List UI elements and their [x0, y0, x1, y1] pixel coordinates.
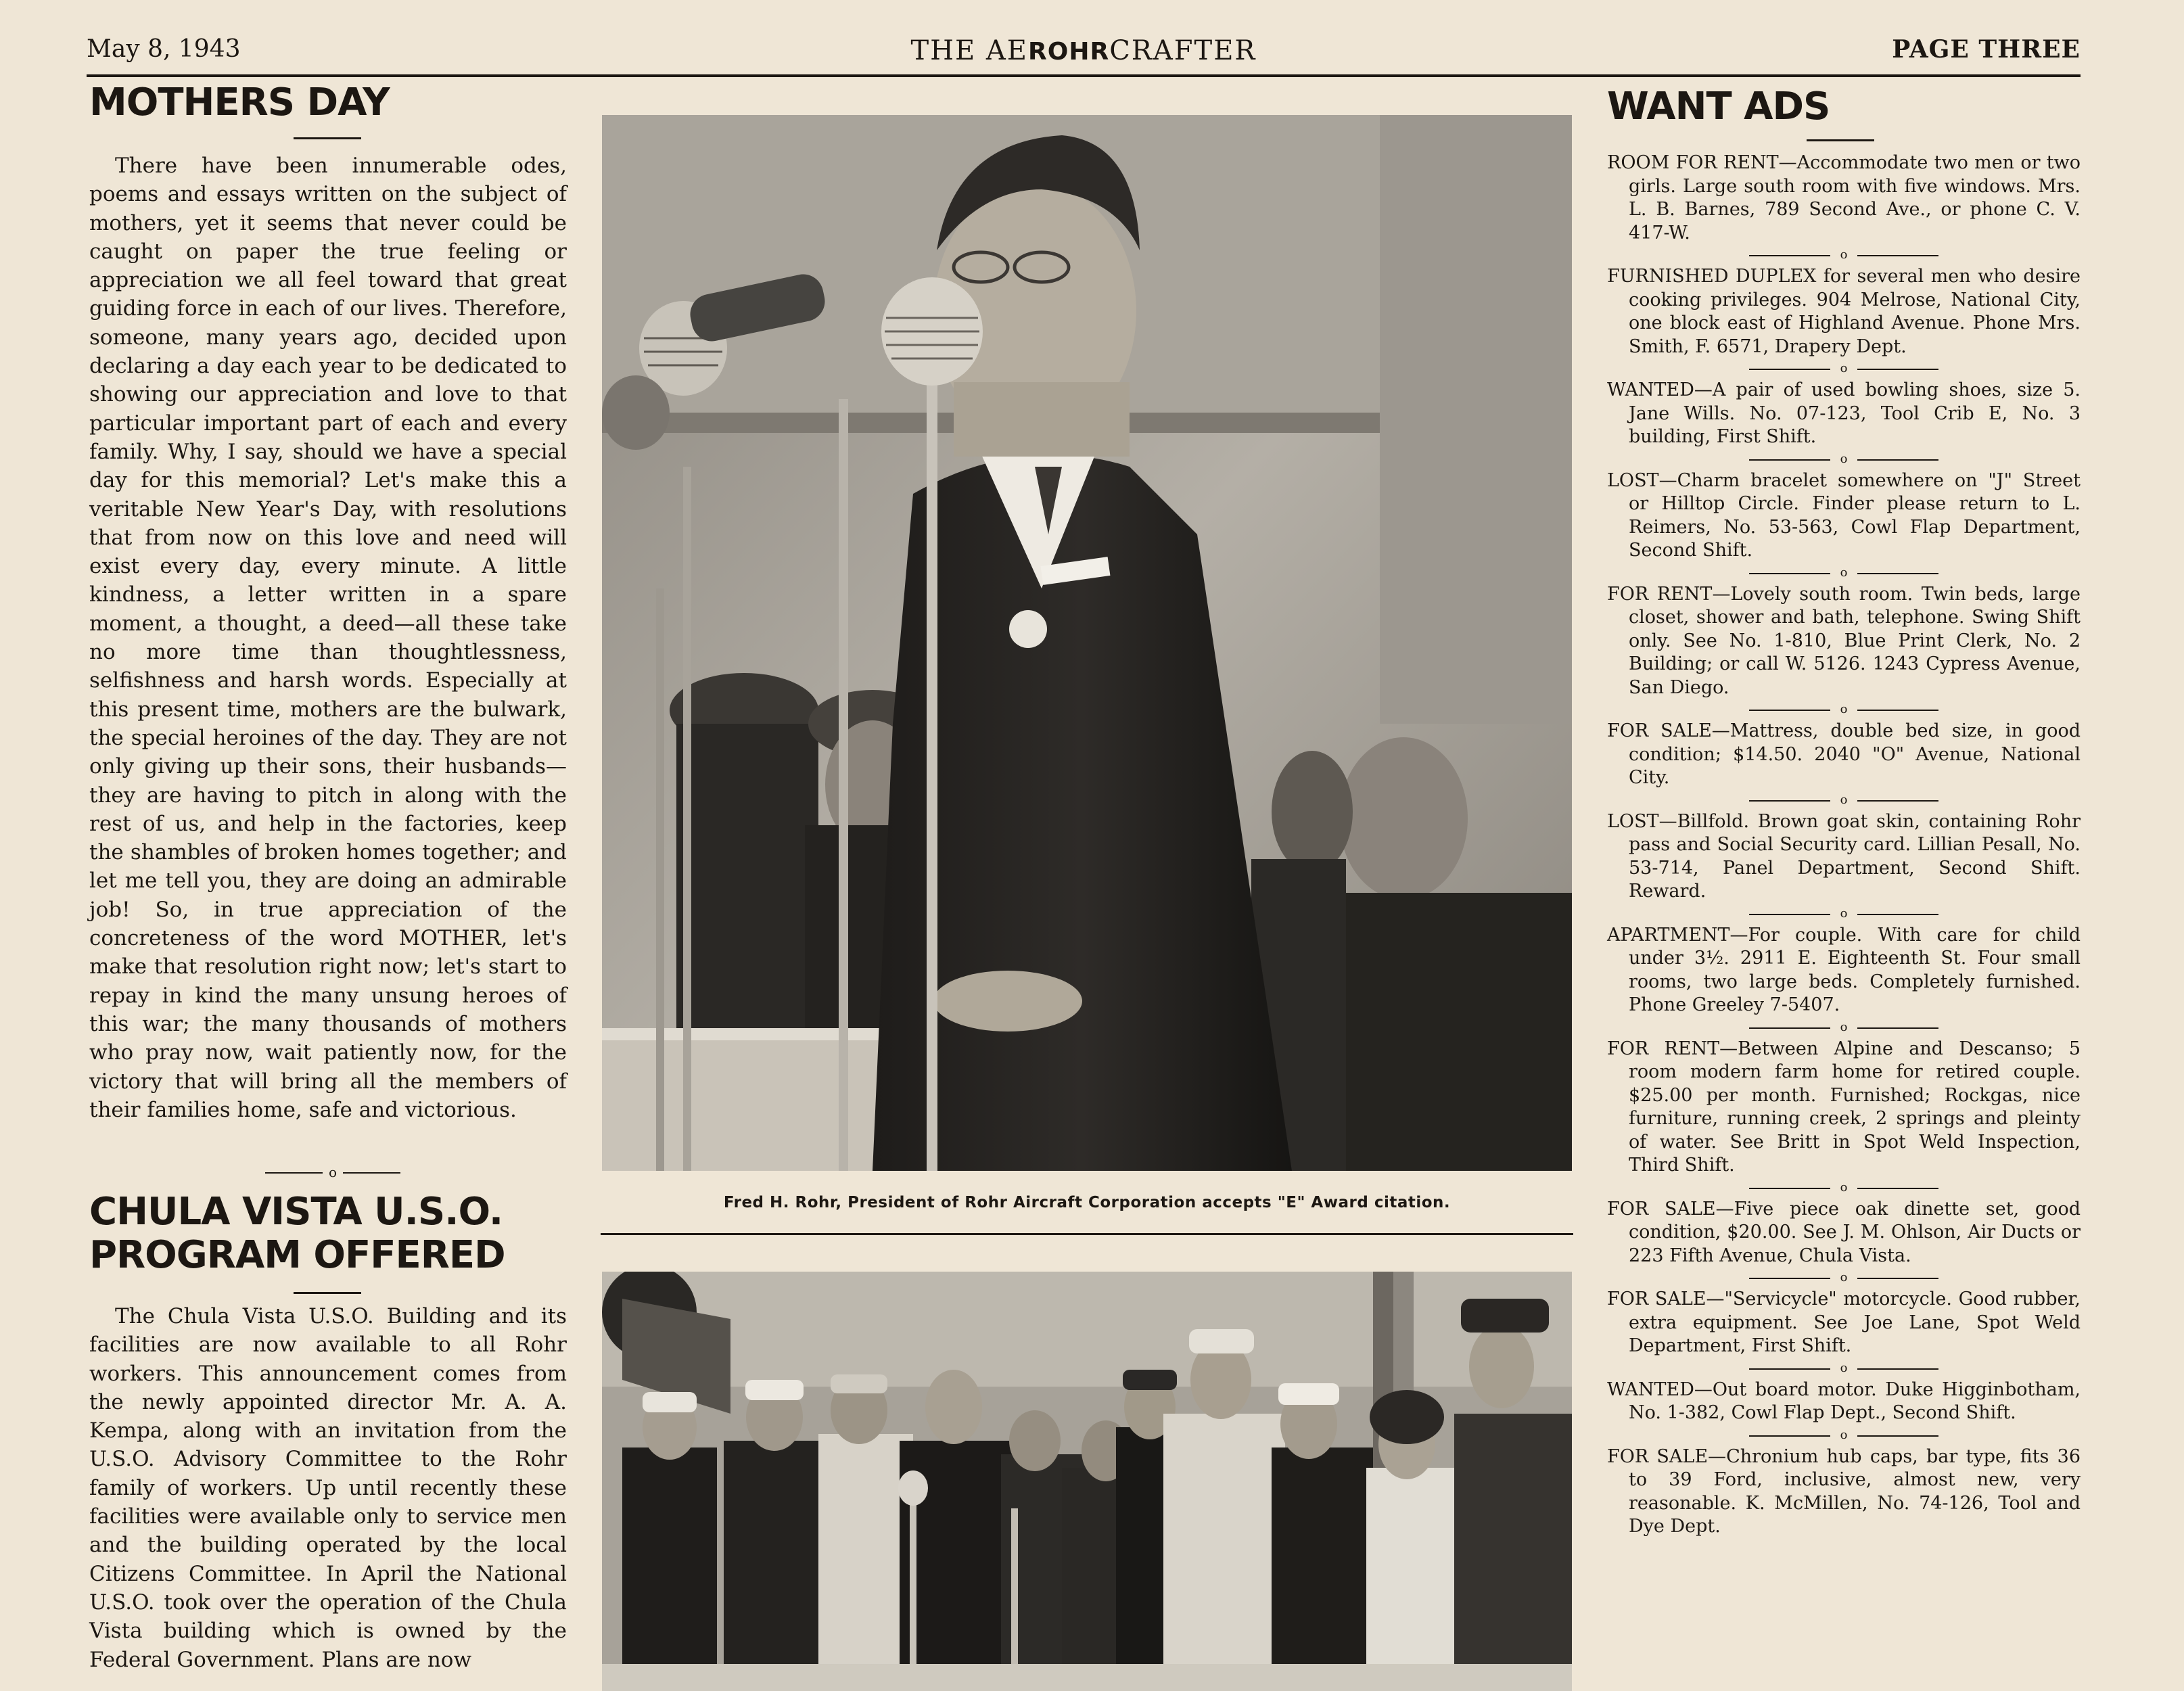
- want-ad: FOR RENT—Lovely south room. Twin beds, large closet, shower and bath, telephone. Swing Shift only. See No. 1-810, Blue Print Clerk, No. 2 Building; or call W. 5126. 1243 Cypress Avenue, San Diego.: [1607, 583, 2081, 698]
- want-ad: APARTMENT—For couple. With care for child under 3½. 2911 E. Eighteenth St. Four small rooms, two large beds. Completely furnished. Phone Greeley 7-5407.: [1607, 924, 2081, 1015]
- speaker-photo-image: [602, 115, 1572, 1171]
- mothers-day-headline: MOTHERS DAY: [89, 80, 390, 124]
- photo-caption: Fred H. Rohr, President of Rohr Aircraft Corporation accepts "E" Award citation.: [723, 1194, 1451, 1211]
- masthead-rule: [87, 74, 2081, 77]
- title-prefix: THE AE: [910, 35, 1028, 66]
- want-ad: ROOM FOR RENT—Accommodate two men or two girls. Large south room with five windows. Mrs. L. B. Barnes, 789 Second Ave., or phone C. V. 417-W.: [1607, 152, 2081, 244]
- speaker-photo: [602, 115, 1572, 1171]
- ad-separator: o: [1607, 699, 2081, 720]
- want-ad: FOR RENT—Between Alpine and Descanso; 5 room modern farm home for retired couple. $25.00 per month. Furnished; Rockgas, nice furniture, running creek, 2 springs and pleinty of water. See Britt in Spot Weld Inspection, Third Shift.: [1607, 1038, 2081, 1176]
- want-ads-list: [1607, 152, 2081, 1539]
- ad-separator: o: [1607, 1017, 2081, 1038]
- article-separator: o: [265, 1165, 400, 1179]
- ad-separator: o: [1607, 358, 2081, 379]
- ad-separator: o: [1607, 449, 2081, 469]
- ad-separator: o: [1607, 563, 2081, 583]
- headline-rule: [294, 137, 361, 139]
- issue-date: May 8, 1943: [87, 35, 241, 63]
- newspaper-title: [87, 35, 2081, 66]
- title-suffix: CRAFTER: [1109, 35, 1257, 66]
- mothers-day-article: There have been innumerable odes, poems and essays written on the subject of mothers, yet it seems that never could be caught on paper the true feeling or appreciation we all feel toward that great guiding force in each of our lives. Therefore, someone, many years ago, decided upon declaring a day each year to be dedicated to showing our appreciation and love to that particular important part of each and every family. Why, I say, should we have a special day for this memorial? Let's make this a veritable New Year's Day, with resolutions that from now on this love and need will exist every day, every minute. A little kindness, a letter written in a spare moment, a thought, a deed—all these take no more time than thoughtlessness, selfishness and harsh words. Especially at this present time, mothers are the bulwark, the special heroines of the day. They are not only giving up their sons, their husbands—they are having to pitch in along with the rest of us, and help in the factories, keep the shambles of broken homes together; and let me tell you, they are doing an admirable job! So, in true appreciation of the concreteness of the word MOTHER, let's make that resolution right now; let's start to repay in kind the many unsung heroes of this war; the many thousands of mothers who pray now, wait patiently now, for the victory that will bring all the members of their families home, safe and victorious.: [89, 154, 567, 1122]
- ad-separator: o: [1607, 1358, 2081, 1379]
- headline-line-1: CHULA VISTA U.S.O.: [89, 1190, 503, 1234]
- chula-vista-article: The Chula Vista U.S.O. Building and its facilities are now available to all Rohr workers. This announcement comes from the newly appointed director Mr. A. A. Kempa, along with an invitation from the U.S.O. Advisory Committee to the Rohr family of workers. Up until recently these facilities were available only to service men and the building operated by the local Citizens Committee. In April the National U.S.O. took over the operation of the Chula Vista building which is owned by the Federal Government. Plans are now: [89, 1304, 567, 1672]
- want-ad: WANTED—A pair of used bowling shoes, size 5. Jane Wills. No. 07-123, Tool Crib E, No. 3 building, First Shift.: [1607, 379, 2081, 447]
- ad-separator: o: [1607, 245, 2081, 265]
- want-ad: FOR SALE—Chronium hub caps, bar type, fits 36 to 39 Ford, inclusive, almost new, very reasonable. K. McMillen, No. 74-126, Tool and Dye Dept.: [1607, 1445, 2081, 1537]
- ad-separator: o: [1607, 790, 2081, 810]
- want-ad: FOR SALE—"Servicycle" motorcycle. Good rubber, extra equipment. See Joe Lane, Spot Weld Department, First Shift.: [1607, 1289, 2081, 1356]
- caption-rule: [601, 1233, 1573, 1235]
- want-ad: FURNISHED DUPLEX for several men who desire cooking privileges. 904 Melrose, National City, one block east of Highland Avenue. Phone Mrs. Smith, F. 6571, Drapery Dept.: [1607, 266, 2081, 357]
- headline-rule: [294, 1292, 361, 1294]
- ad-separator: o: [1607, 1268, 2081, 1288]
- page-number: PAGE THREE: [1892, 35, 2081, 64]
- want-ad: FOR SALE—Five piece oak dinette set, good condition, $20.00. See J. M. Ohlson, Air Ducts or 223 Fifth Avenue, Chula Vista.: [1607, 1198, 2081, 1266]
- title-bold: ROHR: [1028, 38, 1110, 66]
- want-ad: FOR SALE—Mattress, double bed size, in good condition; $14.50. 2040 "O" Avenue, National City.: [1607, 720, 2081, 788]
- headline-rule: [1807, 139, 1874, 141]
- masthead: [87, 35, 2081, 69]
- group-photo: [602, 1272, 1572, 1691]
- want-ad: LOST—Billfold. Brown goat skin, containing Rohr pass and Social Security card. Lillian Pesall, No. 53-714, Panel Department, Second Shift. Reward.: [1607, 810, 2081, 902]
- ad-separator: o: [1607, 1425, 2081, 1445]
- want-ad: LOST—Charm bracelet somewhere on "J" Street or Hilltop Circle. Finder please return to L. Reimers, No. 53-563, Cowl Flap Department, Second Shift.: [1607, 469, 2081, 561]
- want-ad: WANTED—Out board motor. Duke Higginbotham, No. 1-382, Cowl Flap Dept., Second Shift.: [1607, 1379, 2081, 1423]
- ad-separator: o: [1607, 1178, 2081, 1198]
- chula-vista-headline: [89, 1190, 505, 1277]
- group-photo-image: [602, 1272, 1572, 1691]
- ad-separator: o: [1607, 904, 2081, 924]
- want-ads-headline: WANT ADS: [1607, 85, 1830, 129]
- headline-line-2: PROGRAM OFFERED: [89, 1233, 505, 1277]
